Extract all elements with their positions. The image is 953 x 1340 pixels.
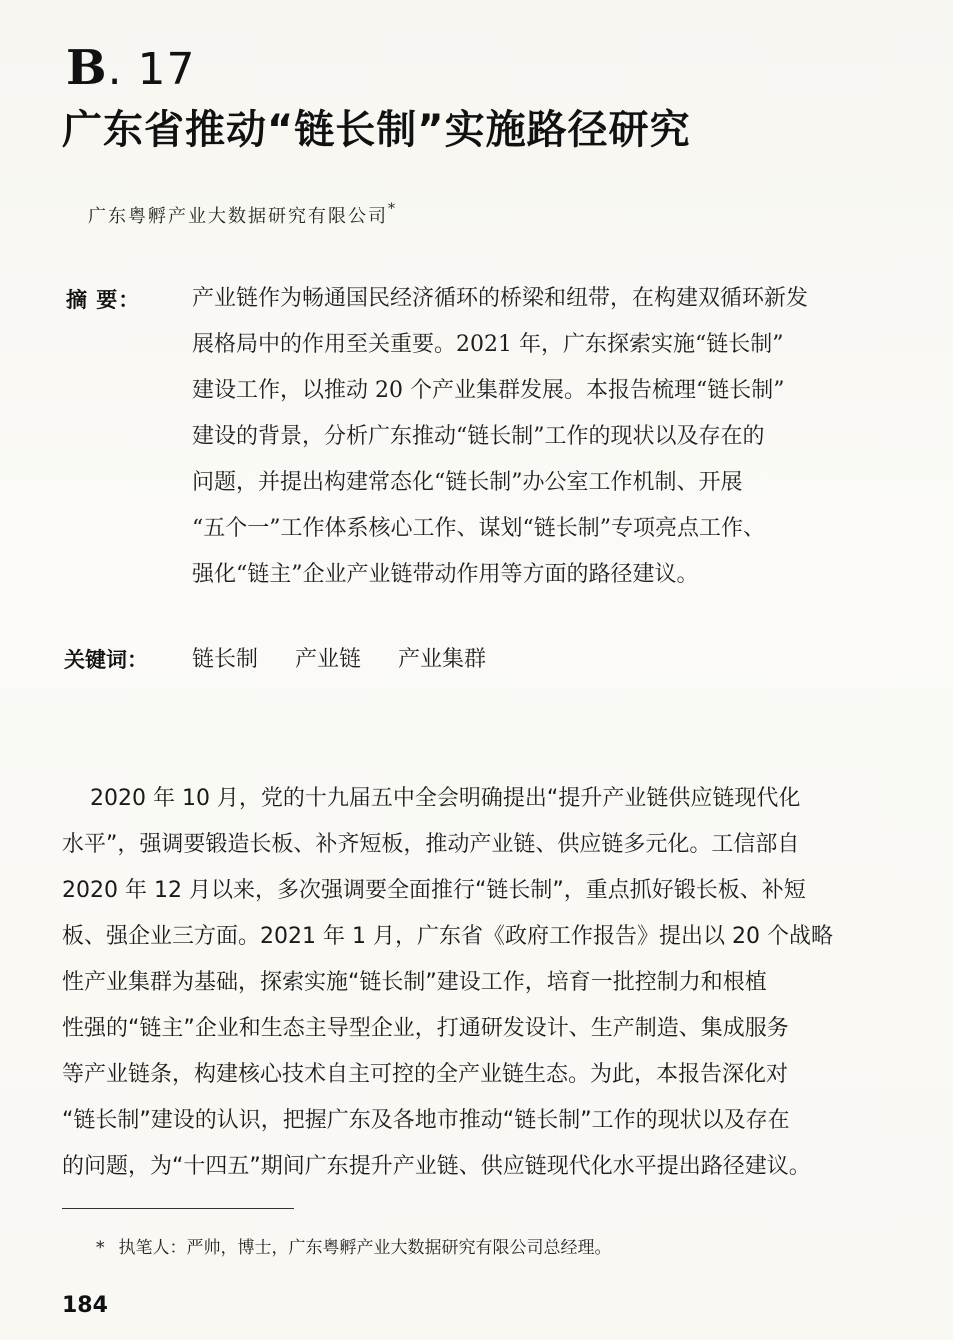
footnote-mark: * — [96, 1238, 105, 1258]
abstract-line: 问题，并提出构建常态化“链长制”办公室工作机制、开展 — [192, 470, 743, 495]
report-code-letter: B — [66, 40, 108, 96]
abstract-label: 摘 要： — [66, 288, 141, 312]
body-line: 的问题，为“十四五”期间广东提升产业链、供应链现代化水平提出路径建议。 — [62, 1154, 811, 1179]
abstract-text — [192, 276, 912, 598]
footnote-text: 执笔人：严帅，博士，广东粤孵产业大数据研究有限公司总经理。 — [118, 1238, 612, 1258]
body-line: 性强的“链主”企业和生态主导型企业，打通研发设计、生产制造、集成服务 — [62, 1016, 789, 1041]
abstract-line: 展格局中的作用至关重要。2021 年，广东探索实施“链长制” — [192, 332, 784, 357]
page-number: 184 — [62, 1293, 108, 1318]
body-line: 板、强企业三方面。2021 年 1 月，广东省《政府工作报告》提出以 20 个战略 — [62, 924, 833, 949]
body-line: 2020 年 10 月，党的十九届五中全会明确提出“提升产业链供应链现代化 — [62, 786, 801, 811]
footnote-divider — [62, 1208, 294, 1209]
body-line: 等产业链条，构建核心技术自主可控的全产业链生态。为此，本报告深化对 — [62, 1062, 789, 1087]
author-footnote-mark: * — [388, 201, 397, 217]
abstract-line: 建设工作，以推动 20 个产业集群发展。本报告梳理“链长制” — [192, 378, 785, 403]
author-line — [88, 196, 397, 232]
report-title: 广东省推动“链长制”实施路径研究 — [62, 107, 691, 153]
abstract-line: 建设的背景，分析广东推动“链长制”工作的现状以及存在的 — [192, 424, 765, 449]
body-line: 性产业集群为基础，探索实施“链长制”建设工作，培育一批控制力和根植 — [62, 970, 767, 995]
author-name: 广东粤孵产业大数据研究有限公司 — [88, 206, 388, 227]
keywords-label: 关键词： — [64, 648, 148, 672]
report-code-number: . 17 — [107, 44, 196, 95]
abstract-line: 强化“链主”企业产业链带动作用等方面的路径建议。 — [192, 562, 699, 587]
keywords-list — [192, 642, 516, 678]
body-paragraph — [62, 776, 922, 1190]
keyword-item: 产业集群 — [398, 647, 487, 672]
report-code — [66, 38, 196, 100]
abstract-line: “五个一”工作体系核心工作、谋划“链长制”专项亮点工作、 — [192, 516, 765, 541]
abstract-line: 产业链作为畅通国民经济循环的桥梁和纽带，在构建双循环新发 — [192, 286, 809, 311]
body-line: 水平”，强调要锻造长板、补齐短板，推动产业链、供应链多元化。工信部自 — [62, 832, 800, 857]
body-line: 2020 年 12 月以来，多次强调要全面推行“链长制”，重点抓好锻长板、补短 — [62, 878, 806, 903]
body-line: “链长制”建设的认识，把握广东及各地市推动“链长制”工作的现状以及存在 — [62, 1108, 790, 1133]
footnote — [96, 1234, 612, 1262]
keyword-item: 链长制 — [192, 647, 259, 672]
keyword-item: 产业链 — [295, 647, 362, 672]
